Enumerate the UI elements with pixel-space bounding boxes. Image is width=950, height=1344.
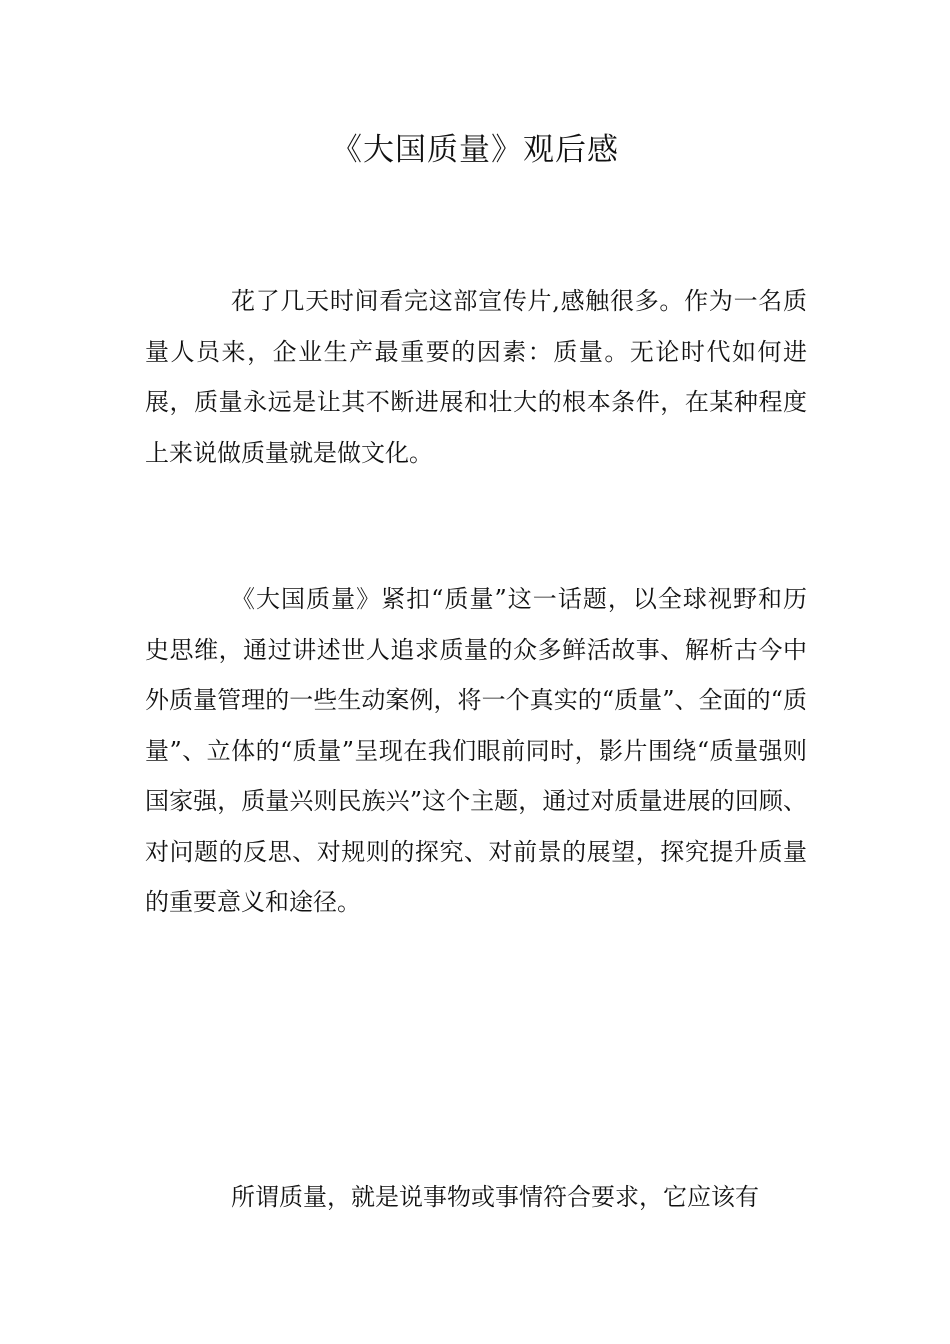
document-title: 《大国质量》观后感 <box>331 132 619 168</box>
paragraph-1: 花了几天时间看完这部宣传片,感触很多。作为一名质量人员来，企业生产最重要的因素：质量。无论时代如何进展，质量永远是让其不断进展和壮大的根本条件，在某种程度上来说做质量就是做文化。 <box>145 287 807 467</box>
paragraph-2: 《大国质量》紧扣“质量”这一话题，以全球视野和历史思维，通过讲述世人追求质量的众多鲜活故事、解析古今中外质量管理的一些生动案例，将一个真实的“质量”、全面的“质量”、立体的“质量”呈现在我们眼前同时，影片围绕“质量强则国家强，质量兴则民族兴”这个主题，通过对质量进展的回顾、对问题的反思、对规则的探究、对前景的展望，探究提升质量的重要意义和途径。 <box>145 585 807 916</box>
paragraph-3: 所谓质量，就是说事物或事情符合要求，它应该有 <box>231 1183 759 1211</box>
